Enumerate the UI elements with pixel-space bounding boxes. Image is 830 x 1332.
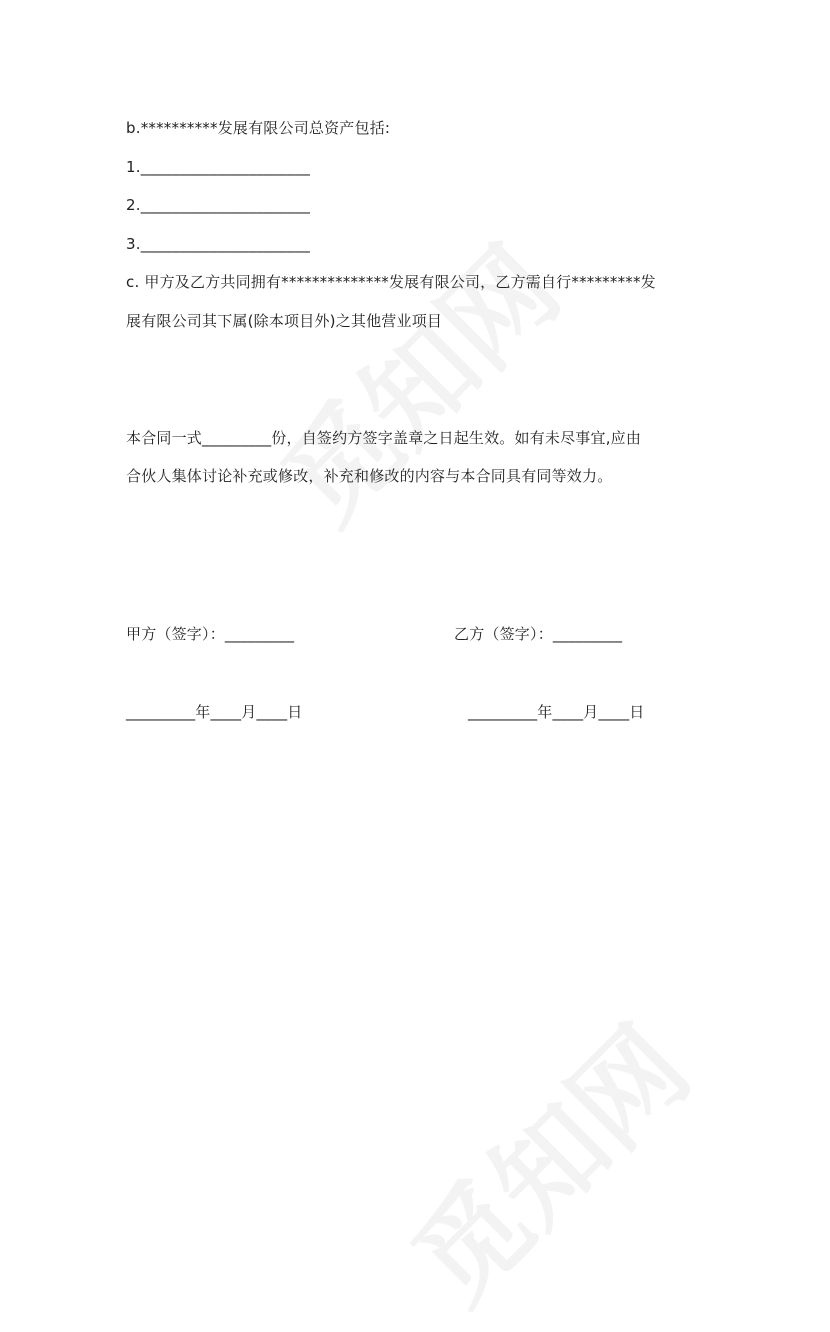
party-a-date: _________年____月____日 (126, 703, 303, 721)
section-c-line-1: c. 甲方及乙方共同拥有**************发展有限公司，乙方需自行*********发 (126, 273, 656, 291)
section-c-line-2: 展有限公司其下属(除本项目外)之其他营业项目 (126, 312, 443, 330)
section-b-item-2: 2.______________________ (126, 196, 311, 214)
watermark-text-bottom (372, 986, 717, 1331)
watermark-text (242, 206, 587, 551)
contract-clause-line-2: 合伙人集体讨论补充或修改，补充和修改的内容与本合同具有同等效力。 (126, 467, 613, 485)
section-b-item-3: 3.______________________ (126, 235, 311, 253)
party-b-signature: 乙方（签字）：_________ (454, 625, 623, 643)
contract-clause-line-1: 本合同一式_________份，自签约方签字盖章之日起生效。如有未尽事宜,应由 (126, 429, 642, 447)
section-b-heading: b.**********发展有限公司总资产包括: (126, 119, 391, 137)
section-b-item-1: 1.______________________ (126, 158, 311, 176)
party-b-date: _________年____月____日 (468, 703, 645, 721)
party-a-signature: 甲方（签字）：_________ (126, 625, 295, 643)
